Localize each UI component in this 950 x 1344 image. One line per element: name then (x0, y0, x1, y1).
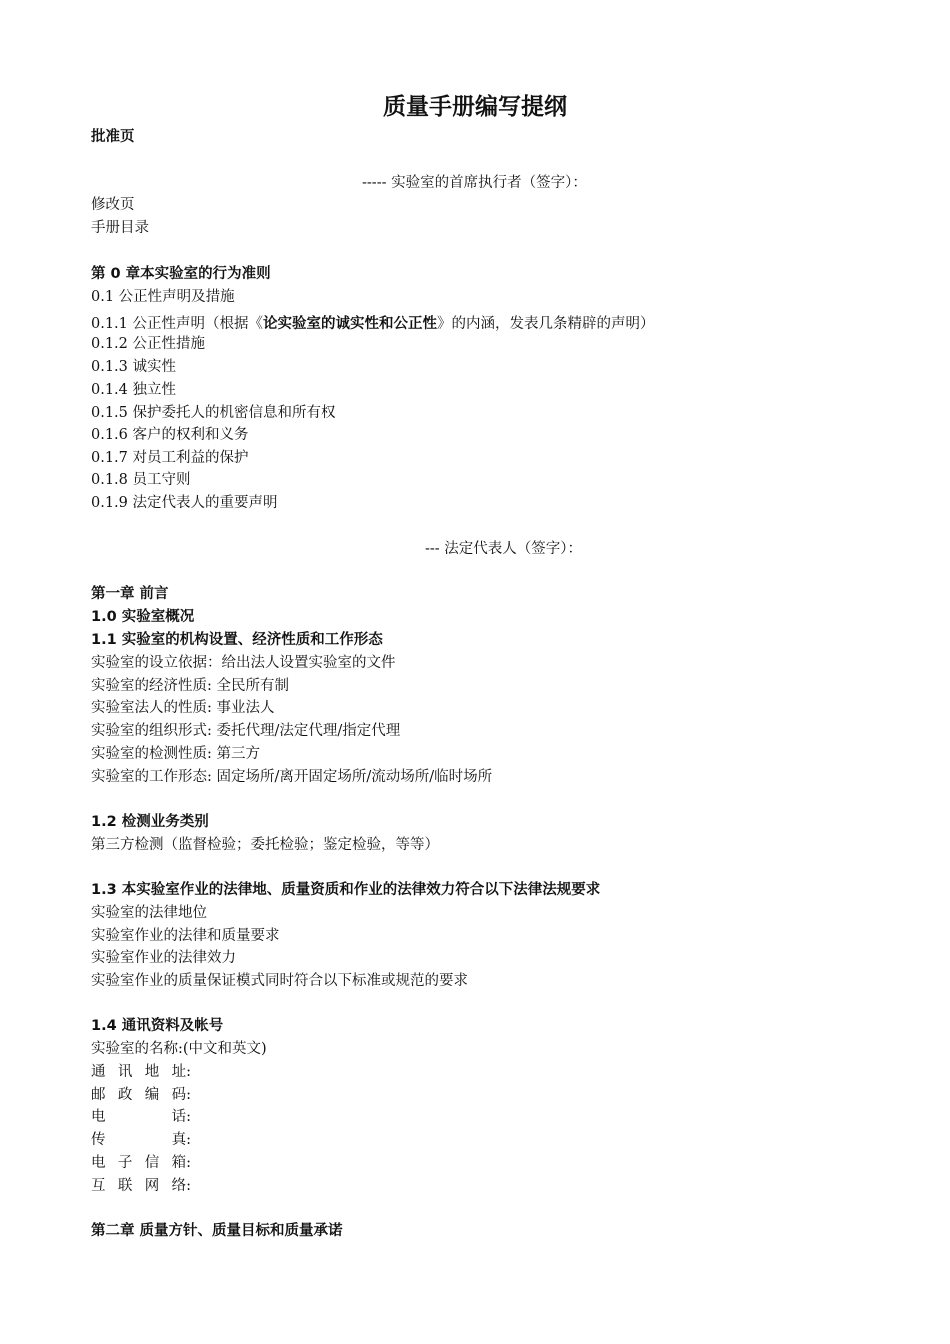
email-label: 电 子 信 箱: (91, 1155, 191, 1171)
section-0-1-8: 0.1.8 员工守则 (91, 472, 191, 488)
section-0-1-5: 0.1.5 保护委托人的机密信息和所有权 (91, 405, 336, 421)
lab-economic-item: 实验室的经济性质: 全民所有制 (91, 678, 289, 694)
lab-testing-nature-item: 实验室的检测性质: 第三方 (91, 746, 260, 762)
legal-status-item: 实验室的法律地位 (91, 905, 207, 921)
section-1-1: 1.1 实验室的机构设置、经济性质和工作形态 (91, 632, 383, 648)
lab-basis-item: 实验室的设立依据：给出法人设置实验室的文件 (91, 655, 396, 671)
section-0-1-1 (91, 314, 655, 334)
manual-toc-heading: 手册目录 (91, 220, 149, 236)
lab-name-item: 实验室的名称:(中文和英文) (91, 1041, 267, 1057)
section-0-1-4: 0.1.4 独立性 (91, 382, 177, 398)
section-0-1-1-prefix: 0.1.1 公正性声明（根据《 (91, 316, 264, 332)
chapter0-heading: 第 0 章本实验室的行为准则 (91, 266, 271, 282)
legal-effect-item: 实验室作业的法律效力 (91, 950, 236, 966)
lab-organization-item: 实验室的组织形式: 委托代理/法定代理/指定代理 (91, 723, 401, 739)
lab-legal-person-item: 实验室法人的性质: 事业法人 (91, 700, 275, 716)
section-0-1-7: 0.1.7 对员工利益的保护 (91, 450, 249, 466)
section-1-0: 1.0 实验室概况 (91, 609, 195, 625)
fax-field (91, 1130, 191, 1150)
section-0-1-9: 0.1.9 法定代表人的重要声明 (91, 495, 278, 511)
document-title: 质量手册编写提纲 (383, 94, 567, 120)
section-0-1-2: 0.1.2 公正性措施 (91, 336, 206, 352)
address-field (91, 1062, 191, 1082)
email-field (91, 1153, 191, 1173)
ceo-signature-line: ----- 实验室的首席执行者（签字）： (362, 175, 587, 191)
section-0-1: 0.1 公正性声明及措施 (91, 289, 235, 305)
phone-field (91, 1107, 191, 1127)
postal-code-label: 邮 政 编 码: (91, 1087, 191, 1103)
section-1-3: 1.3 本实验室作业的法律地、质量资质和作业的法律效力符合以下法律法规要求 (91, 882, 601, 898)
phone-label: 电 话: (91, 1109, 191, 1125)
postal-code-field (91, 1085, 191, 1105)
legal-quality-req-item: 实验室作业的法律和质量要求 (91, 928, 280, 944)
chapter2-heading: 第二章 质量方针、质量目标和质量承诺 (91, 1223, 343, 1239)
section-1-4: 1.4 通讯资料及帐号 (91, 1018, 224, 1034)
internet-label: 互 联 网 络: (91, 1178, 191, 1194)
testing-category-item: 第三方检测（监督检验；委托检验；鉴定检验，等等） (91, 837, 439, 853)
section-0-1-1-bold: 论实验室的诚实性和公正性 (263, 316, 438, 332)
section-1-2: 1.2 检测业务类别 (91, 814, 209, 830)
quality-assurance-item: 实验室作业的质量保证模式同时符合以下标准或规范的要求 (91, 973, 468, 989)
internet-field (91, 1176, 191, 1196)
address-label: 通 讯 地 址: (91, 1064, 191, 1080)
lab-work-form-item: 实验室的工作形态: 固定场所/离开固定场所/流动场所/临时场所 (91, 769, 493, 785)
legal-rep-signature-line: --- 法定代表人（签字）： (425, 541, 583, 557)
section-0-1-6: 0.1.6 客户的权利和义务 (91, 427, 249, 443)
approval-page-heading: 批准页 (91, 129, 135, 145)
revision-page-heading: 修改页 (91, 197, 135, 213)
fax-label: 传 真: (91, 1132, 191, 1148)
section-0-1-3: 0.1.3 诚实性 (91, 359, 177, 375)
section-0-1-1-suffix: 》的内涵，发表几条精辟的声明） (437, 316, 655, 332)
chapter1-heading: 第一章 前言 (91, 586, 169, 602)
